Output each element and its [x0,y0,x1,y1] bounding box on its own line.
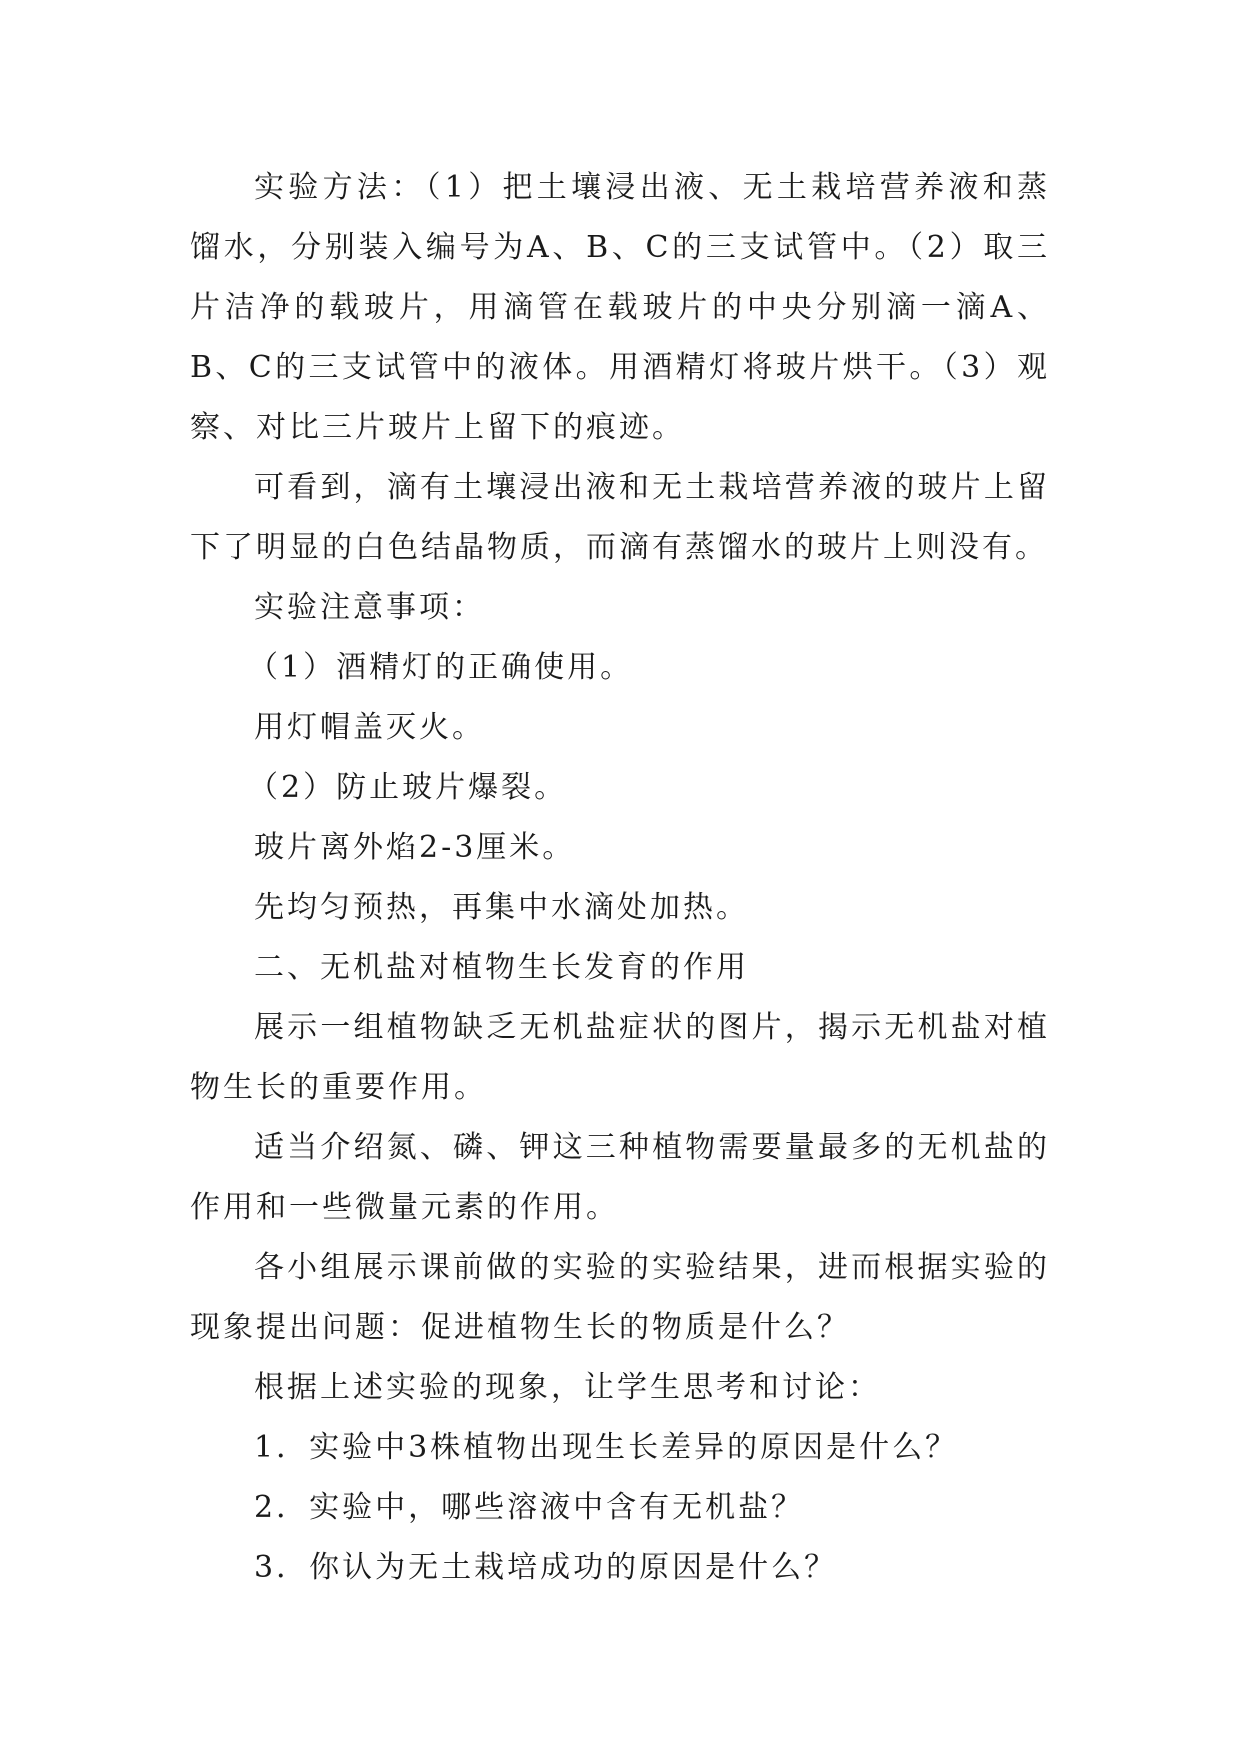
paragraph-precaution-1: （1）酒精灯的正确使用。 [248,650,634,685]
document-body [190,158,1050,1598]
paragraph-group-results: 各小组展示课前做的实验的实验结果，进而根据实验的现象提出问题：促进植物生长的物质是什么？ [190,1250,1050,1345]
section-heading-inorganic-salts: 二、无机盐对植物生长发育的作用 [254,950,749,985]
paragraph-precautions-heading: 实验注意事项： [254,590,485,625]
paragraph-precaution-2-detail-b: 先均匀预热，再集中水滴处加热。 [254,890,749,925]
paragraph-precaution-2-detail-a: 玻片离外焰2-3厘米。 [254,830,576,865]
paragraph-precaution-1-detail: 用灯帽盖灭火。 [254,710,485,745]
question-2: 2．实验中，哪些溶液中含有无机盐？ [254,1490,805,1525]
paragraph-show-pictures: 展示一组植物缺乏无机盐症状的图片，揭示无机盐对植物生长的重要作用。 [190,1010,1050,1105]
question-1: 1．实验中3株植物出现生长差异的原因是什么？ [254,1430,959,1465]
paragraph-experiment-method: 实验方法：（1）把土壤浸出液、无土栽培营养液和蒸馏水，分别装入编号为A、B、C的三支试管中。（2）取三片洁净的载玻片，用滴管在载玻片的中央分别滴一滴A、B、C的三支试管中的液体。用酒精灯将玻片烘干。（3）观察、对比三片玻片上留下的痕迹。 [190,170,1050,445]
paragraph-nitrogen-phosphorus-potassium: 适当介绍氮、磷、钾这三种植物需要量最多的无机盐的作用和一些微量元素的作用。 [190,1130,1050,1225]
paragraph-precaution-2: （2）防止玻片爆裂。 [248,770,568,805]
paragraph-discussion-intro: 根据上述实验的现象，让学生思考和讨论： [254,1370,881,1405]
paragraph-observation-result: 可看到，滴有土壤浸出液和无土栽培营养液的玻片上留下了明显的白色结晶物质，而滴有蒸馏水的玻片上则没有。 [190,470,1050,565]
question-3: 3．你认为无土栽培成功的原因是什么？ [254,1550,838,1585]
